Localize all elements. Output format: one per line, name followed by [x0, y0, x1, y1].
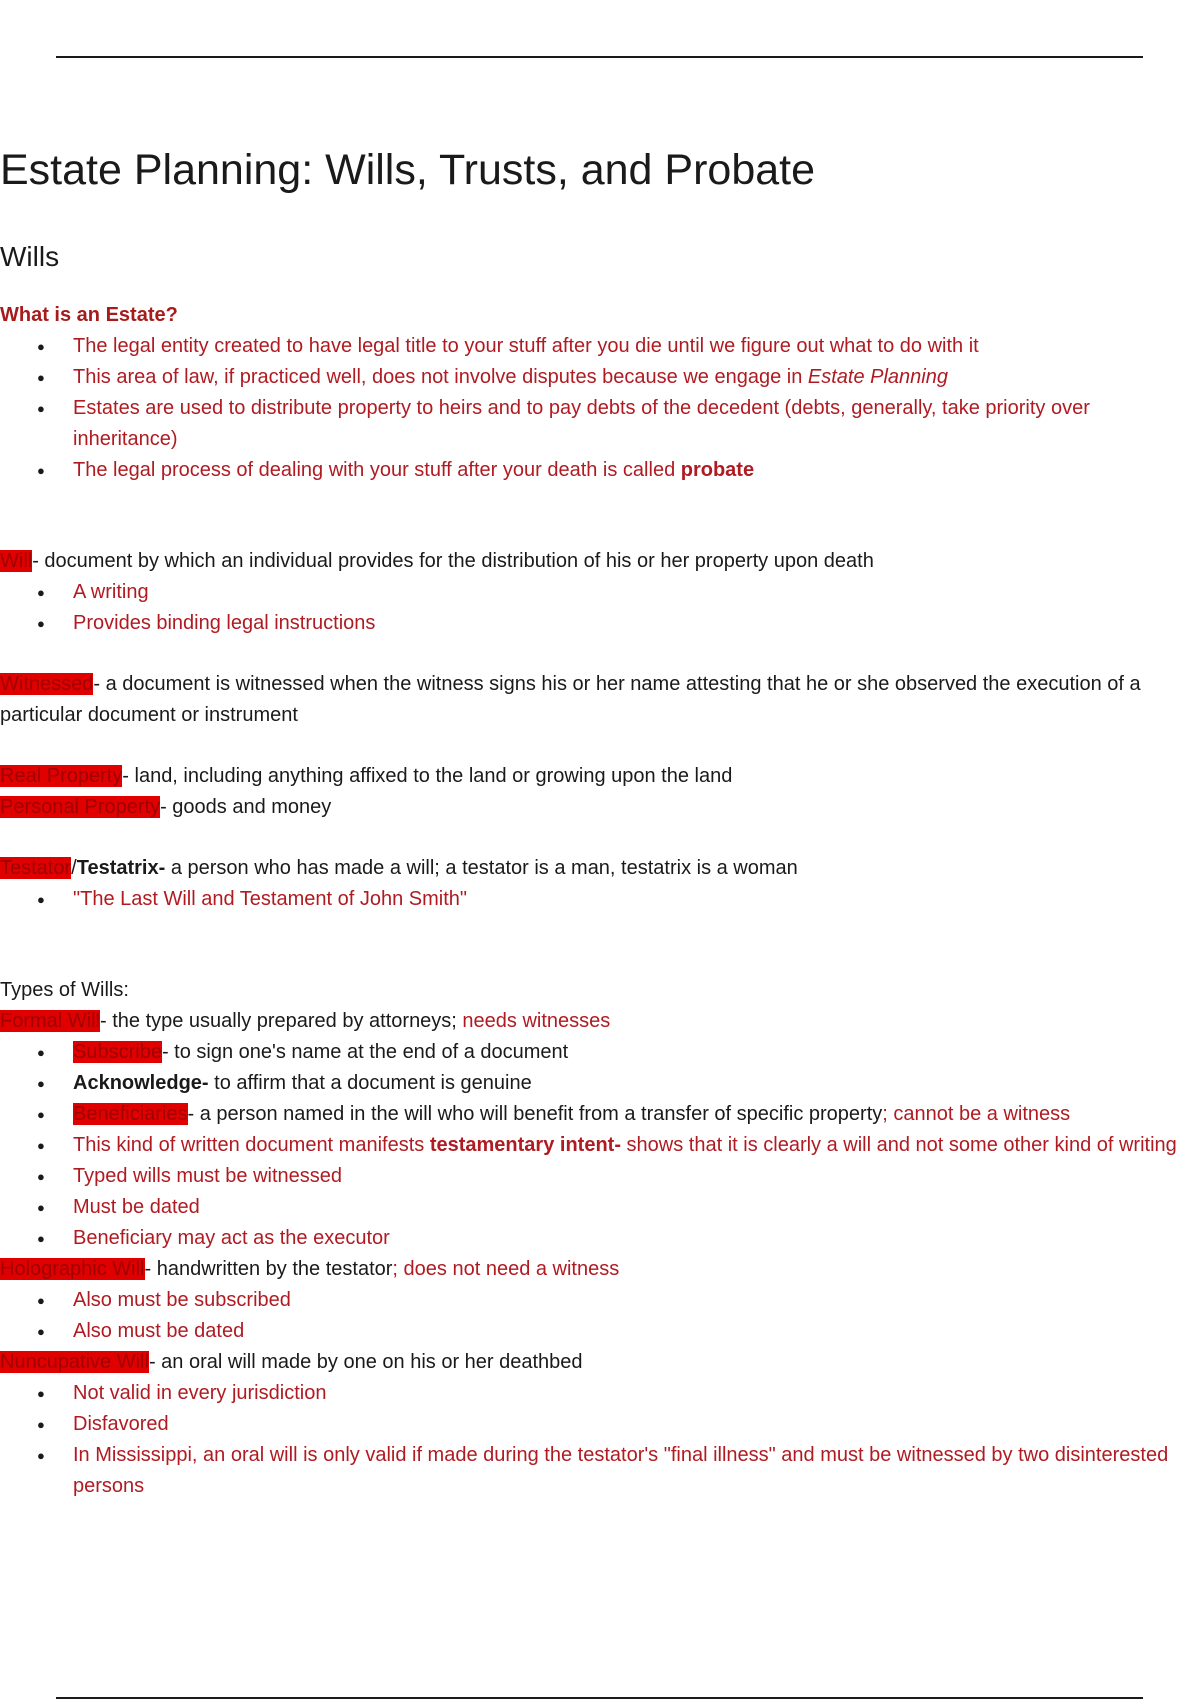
- definition-will: Will- document by which an individual provides for the distribution of his or her property upon death: [0, 550, 874, 572]
- term-highlight: Nuncupative Will: [0, 1351, 149, 1373]
- term-highlight: Will: [0, 550, 33, 572]
- formal-will-list: [0, 1037, 1200, 1254]
- will-list: [0, 577, 1200, 639]
- list-item: ● In Mississippi, an oral will is only valid if made during the testator's "final illness" and must be witnessed by two disinterested persons: [0, 1440, 1200, 1502]
- list-item: ● A writing: [0, 577, 1200, 608]
- holographic-will-list: [0, 1285, 1200, 1347]
- list-item: ● Beneficiary may act as the executor: [0, 1223, 1200, 1254]
- list-item: ● Also must be dated: [0, 1316, 1200, 1347]
- list-item: ● Beneficiaries- a person named in the will who will benefit from a transfer of specific property; cannot be a witness: [0, 1099, 1200, 1130]
- term-highlight: Beneficiaries: [73, 1103, 188, 1125]
- term-highlight: Testator: [0, 857, 72, 879]
- document-title: Estate Planning: Wills, Trusts, and Probate: [0, 146, 816, 194]
- list-item: ● Subscribe- to sign one's name at the end of a document: [0, 1037, 1200, 1068]
- definition-real-property: Real Property- land, including anything affixed to the land or growing upon the land: [0, 765, 733, 787]
- definition-holographic-will: Holographic Will- handwritten by the testator; does not need a witness: [0, 1258, 620, 1280]
- term-highlight: Real Property: [0, 765, 123, 787]
- definition-nuncupative-will: Nuncupative Will- an oral will made by one on his or her deathbed: [0, 1351, 583, 1373]
- term-highlight: Personal Property: [0, 796, 161, 818]
- document-body: [0, 140, 1200, 1502]
- term-highlight: Witnessed: [0, 673, 94, 695]
- definition-witnessed: Witnessed- a document is witnessed when the witness signs his or her name attesting that he or she observed the execution of a particular document or instrument: [0, 673, 1141, 726]
- term-highlight: Holographic Will: [0, 1258, 145, 1280]
- definition-personal-property: Personal Property- goods and money: [0, 796, 332, 818]
- list-item: ● Typed wills must be witnessed: [0, 1161, 1200, 1192]
- types-heading: Types of Wills:: [0, 979, 129, 1001]
- testator-list: [0, 884, 1200, 915]
- list-item: ● The legal entity created to have legal title to your stuff after you die until we figure out what to do with it: [0, 331, 1200, 362]
- list-item: ● The legal process of dealing with your stuff after your death is called probate: [0, 455, 1200, 486]
- list-item: ● Must be dated: [0, 1192, 1200, 1223]
- estate-heading: What is an Estate?: [0, 304, 178, 326]
- definition-formal-will: Formal Will- the type usually prepared by attorneys; needs witnesses: [0, 1010, 611, 1032]
- list-item: ● Provides binding legal instructions: [0, 608, 1200, 639]
- term-highlight: Subscribe: [73, 1041, 162, 1063]
- list-item: ● Also must be subscribed: [0, 1285, 1200, 1316]
- list-item: ● Not valid in every jurisdiction: [0, 1378, 1200, 1409]
- list-item: ● Estates are used to distribute property to heirs and to pay debts of the decedent (debts, generally, take priority over inheritance): [0, 393, 1200, 455]
- term-highlight: Formal Will: [0, 1010, 100, 1032]
- list-item: ● "The Last Will and Testament of John Smith": [0, 884, 1200, 915]
- nuncupative-will-list: [0, 1378, 1200, 1502]
- header-rule: [56, 56, 1143, 58]
- list-item: ● This area of law, if practiced well, does not involve disputes because we engage in Estate Planning: [0, 362, 1200, 393]
- list-item: ● Acknowledge- to affirm that a document is genuine: [0, 1068, 1200, 1099]
- section-heading-wills: Wills: [0, 241, 60, 272]
- estate-list: [0, 331, 1200, 486]
- list-item: ● Disfavored: [0, 1409, 1200, 1440]
- list-item: ● This kind of written document manifests testamentary intent- shows that it is clearly a will and not some other kind of writing: [0, 1130, 1200, 1161]
- definition-testator: Testator/Testatrix- a person who has made a will; a testator is a man, testatrix is a woman: [0, 857, 798, 879]
- footer-rule: [56, 1697, 1143, 1699]
